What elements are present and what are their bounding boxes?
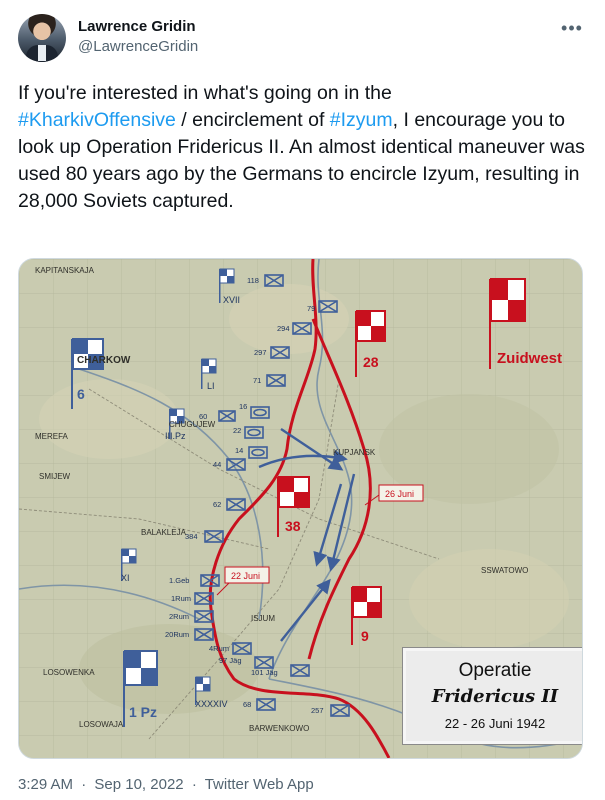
svg-text:20Rum: 20Rum (165, 630, 190, 639)
svg-text:79: 79 (307, 304, 316, 313)
hashtag-izyum[interactable]: #Izyum (329, 109, 393, 131)
svg-text:2Rum: 2Rum (169, 612, 190, 621)
svg-text:CHUGUJEW: CHUGUJEW (169, 420, 216, 429)
svg-text:22 Juni: 22 Juni (231, 571, 261, 581)
svg-text:LI: LI (207, 381, 215, 391)
svg-text:LOSOWAJA: LOSOWAJA (79, 720, 124, 729)
info-box-subtitle: Fridericus II (431, 686, 559, 707)
svg-text:ISJUM: ISJUM (251, 614, 275, 623)
tweet-text-part3: , I encourage you to look up Operation Fridericus II. An almost identical maneuver was used 80 years ago by the Germans to encircle Izyum, resulting in 28,000 Soviets captured. (18, 109, 585, 212)
army-label-28: 28 (363, 354, 379, 370)
army-label-38: 38 (285, 518, 301, 534)
svg-text:26 Juni: 26 Juni (385, 489, 415, 499)
svg-text:KAPITANSKAJA: KAPITANSKAJA (35, 266, 94, 275)
svg-text:60: 60 (199, 412, 208, 421)
svg-text:97 Jäg: 97 Jäg (219, 656, 242, 665)
info-box-dates: 22 - 26 Juni 1942 (444, 716, 546, 731)
more-options-icon[interactable]: ••• (561, 18, 583, 38)
svg-text:297: 297 (254, 348, 267, 357)
svg-text:SSWATOWO: SSWATOWO (481, 566, 529, 575)
svg-text:257: 257 (311, 706, 324, 715)
tweet-image[interactable] (18, 258, 583, 759)
operation-info-box (402, 647, 583, 745)
svg-text:LOSOWENKA: LOSOWENKA (43, 668, 95, 677)
svg-text:16: 16 (239, 402, 248, 411)
tweet-meta (18, 776, 314, 793)
svg-text:1Rum: 1Rum (171, 594, 192, 603)
tweet-text-line1: If you're interested in what's going on in the (18, 82, 392, 104)
svg-text:101 Jäg: 101 Jäg (251, 668, 278, 677)
svg-text:KUPJANSK: KUPJANSK (333, 448, 376, 457)
svg-text:294: 294 (277, 324, 290, 333)
tweet-source-app[interactable]: Twitter Web App (204, 776, 314, 793)
avatar-shirt (38, 45, 46, 61)
svg-text:71: 71 (253, 376, 262, 385)
svg-text:III.Pz: III.Pz (165, 431, 186, 441)
svg-text:XVII: XVII (223, 295, 241, 305)
tweet-time[interactable]: 3:29 AM (18, 776, 74, 793)
svg-text:44: 44 (213, 460, 222, 469)
svg-text:22: 22 (233, 426, 242, 435)
tweet-text-part2: / encirclement of (175, 109, 330, 131)
meta-separator-2: · (191, 776, 197, 793)
author-handle[interactable]: @LawrenceGridin (78, 38, 199, 55)
svg-text:62: 62 (213, 500, 222, 509)
svg-text:118: 118 (247, 276, 259, 285)
army-label-9: 9 (361, 628, 369, 644)
author-name[interactable]: Lawrence Gridin (78, 18, 196, 35)
svg-text:XI: XI (121, 573, 130, 583)
svg-text:CHARKOW: CHARKOW (77, 355, 131, 366)
svg-text:68: 68 (243, 700, 252, 709)
army-label-6: 6 (77, 386, 85, 402)
svg-text:SMIJEW: SMIJEW (39, 472, 71, 481)
svg-text:4Rum: 4Rum (209, 644, 230, 653)
tweet-header (18, 14, 588, 64)
avatar[interactable] (18, 14, 66, 62)
svg-text:1.Geb: 1.Geb (169, 576, 190, 585)
svg-text:BARWENKOWO: BARWENKOWO (249, 724, 310, 733)
meta-separator: · (81, 776, 87, 793)
army-label-1pz: 1 Pz (129, 704, 158, 720)
svg-text:BALAKLEJA: BALAKLEJA (141, 528, 186, 537)
svg-text:MEREFA: MEREFA (35, 432, 68, 441)
hashtag-kharkiv-offensive[interactable]: #KharkivOffensive (18, 109, 176, 131)
svg-text:XXXXIV: XXXXIV (195, 699, 228, 709)
tweet-date[interactable]: Sep 10, 2022 (94, 776, 184, 793)
svg-text:384: 384 (185, 532, 198, 541)
info-box-title: Operatie (458, 660, 532, 681)
front-label-zuidwest: Zuidwest (497, 350, 563, 367)
tweet-text (18, 80, 588, 215)
svg-text:14: 14 (235, 446, 244, 455)
